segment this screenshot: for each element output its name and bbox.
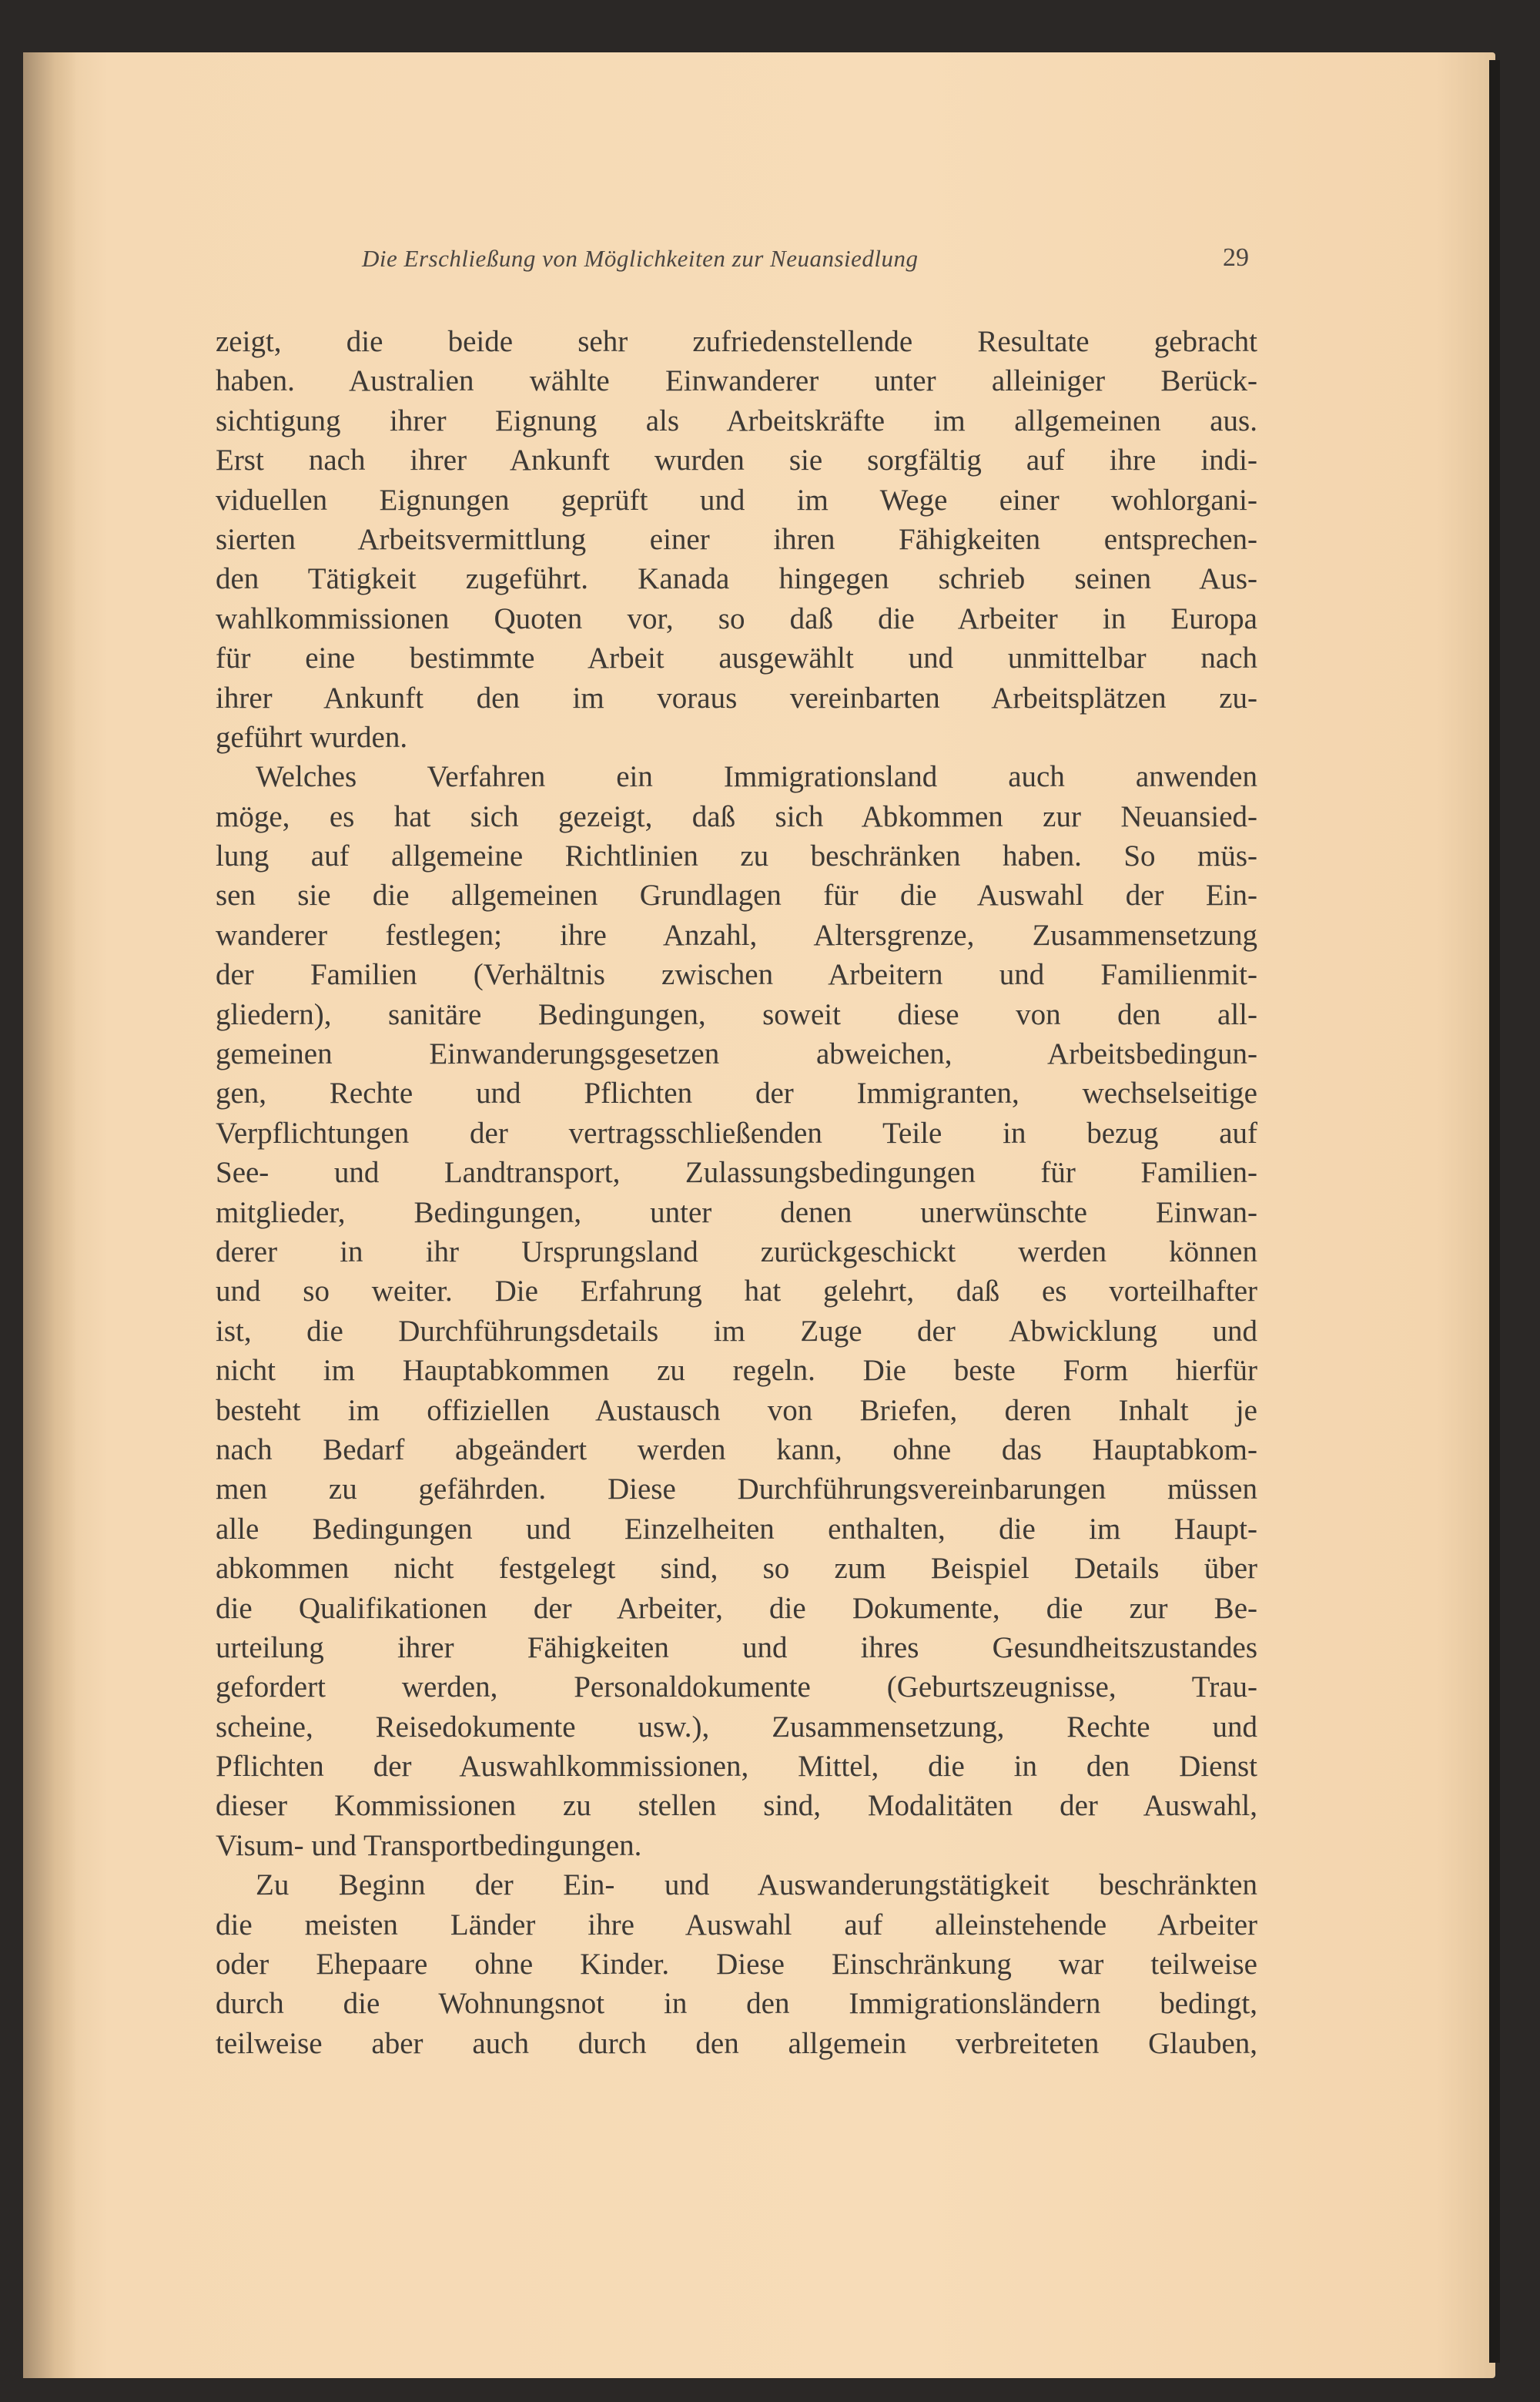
text-line: Erst nach ihrer Ankunft wurden sie sorgfältig auf ihre indi- xyxy=(216,444,1257,477)
paragraph xyxy=(216,757,1257,1865)
page-edge xyxy=(1489,60,1500,2363)
text-line: möge, es hat sich gezeigt, daß sich Abkommen zur Neuansied- xyxy=(216,799,1257,833)
text-line: für eine bestimmte Arbeit ausgewählt und unmittelbar nach xyxy=(216,642,1257,675)
text-line: Visum- und Transportbedingungen. xyxy=(216,1828,642,1862)
text-line: sichtigung ihrer Eignung als Arbeitskräfte im allgemeinen aus. xyxy=(216,404,1257,437)
text-line: geführt wurden. xyxy=(216,720,408,754)
text-line: Welches Verfahren ein Immigrationsland auch anwenden xyxy=(256,760,1257,794)
text-line: und so weiter. Die Erfahrung hat gelehrt, daß es vorteilhafter xyxy=(216,1275,1257,1308)
page-gutter-shadow xyxy=(23,52,77,2378)
text-line: Zu Beginn der Ein- und Auswanderungstätigkeit beschränkten xyxy=(256,1868,1257,1902)
text-line: teilweise aber auch durch den allgemein verbreiteten Glauben, xyxy=(216,2026,1257,2060)
text-line: wanderer festlegen; ihre Anzahl, Altersgrenze, Zusammensetzung xyxy=(216,918,1257,952)
paragraph xyxy=(216,1865,1257,2063)
text-line: gliedern), sanitäre Bedingungen, soweit diese von den all- xyxy=(216,997,1257,1031)
text-line: ist, die Durchführungsdetails im Zuge der Abwicklung und xyxy=(216,1314,1257,1348)
text-line: See- und Landtransport, Zulassungsbedingungen für Familien- xyxy=(216,1156,1257,1190)
text-line: urteilung ihrer Fähigkeiten und ihres Gesundheitszustandes xyxy=(216,1630,1257,1664)
text-line: haben. Australien wählte Einwanderer unter alleiniger Berück- xyxy=(216,364,1257,398)
running-header-title: Die Erschließung von Möglichkeiten zur Neuansiedlung xyxy=(362,245,919,272)
text-line: sierten Arbeitsvermittlung einer ihren Fähigkeiten entsprechen- xyxy=(216,522,1257,556)
text-line: der Familien (Verhältnis zwischen Arbeitern und Familienmit- xyxy=(216,958,1257,992)
text-line: viduellen Eignungen geprüft und im Wege einer wohlorgani- xyxy=(216,483,1257,517)
text-line: Verpflichtungen der vertragsschließenden Teile in bezug auf xyxy=(216,1116,1257,1150)
text-line: durch die Wohnungsnot in den Immigrationsländern bedingt, xyxy=(216,1987,1257,2021)
text-line: die Qualifikationen der Arbeiter, die Dokumente, die zur Be- xyxy=(216,1591,1257,1625)
text-line: derer in ihr Ursprungsland zurückgeschickt werden können xyxy=(216,1235,1257,1268)
text-line: ihrer Ankunft den im voraus vereinbarten Arbeitsplätzen zu- xyxy=(216,681,1257,715)
paragraph xyxy=(216,322,1257,757)
text-line: Pflichten der Auswahlkommissionen, Mittel, die in den Dienst xyxy=(216,1750,1257,1784)
text-line: nicht im Hauptabkommen zu regeln. Die beste Form hierfür xyxy=(216,1354,1257,1388)
text-line: dieser Kommissionen zu stellen sind, Modalitäten der Auswahl, xyxy=(216,1789,1257,1823)
text-line: lung auf allgemeine Richtlinien zu beschränken haben. So müs- xyxy=(216,839,1257,873)
text-line: gemeinen Einwanderungsgesetzen abweichen, Arbeitsbedingun- xyxy=(216,1037,1257,1071)
text-line: oder Ehepaare ohne Kinder. Diese Einschränkung war teilweise xyxy=(216,1948,1257,1982)
text-line: scheine, Reisedokumente usw.), Zusammensetzung, Rechte und xyxy=(216,1710,1257,1744)
text-line: men zu gefährden. Diese Durchführungsvereinbarungen müssen xyxy=(216,1472,1257,1506)
text-line: wahlkommissionen Quoten vor, so daß die Arbeiter in Europa xyxy=(216,601,1257,635)
text-line: den Tätigkeit zugeführt. Kanada hingegen schrieb seinen Aus- xyxy=(216,562,1257,596)
text-line: sen sie die allgemeinen Grundlagen für die Auswahl der Ein- xyxy=(216,879,1257,913)
text-line: besteht im offiziellen Austausch von Briefen, deren Inhalt je xyxy=(216,1393,1257,1427)
text-line: alle Bedingungen und Einzelheiten enthalten, die im Haupt- xyxy=(216,1512,1257,1546)
text-line: abkommen nicht festgelegt sind, so zum Beispiel Details über xyxy=(216,1552,1257,1586)
text-line: gefordert werden, Personaldokumente (Geburtszeugnisse, Trau- xyxy=(216,1670,1257,1704)
text-line: mitglieder, Bedingungen, unter denen unerwünschte Einwan- xyxy=(216,1195,1257,1229)
page-number: 29 xyxy=(1223,243,1249,272)
body-text xyxy=(216,322,1257,2063)
text-line: die meisten Länder ihre Auswahl auf alleinstehende Arbeiter xyxy=(216,1908,1257,1941)
text-line: zeigt, die beide sehr zufriedenstellende Resultate gebracht xyxy=(216,325,1257,358)
text-line: nach Bedarf abgeändert werden kann, ohne das Hauptabkom- xyxy=(216,1432,1257,1466)
text-line: gen, Rechte und Pflichten der Immigranten, wechselseitige xyxy=(216,1077,1257,1111)
